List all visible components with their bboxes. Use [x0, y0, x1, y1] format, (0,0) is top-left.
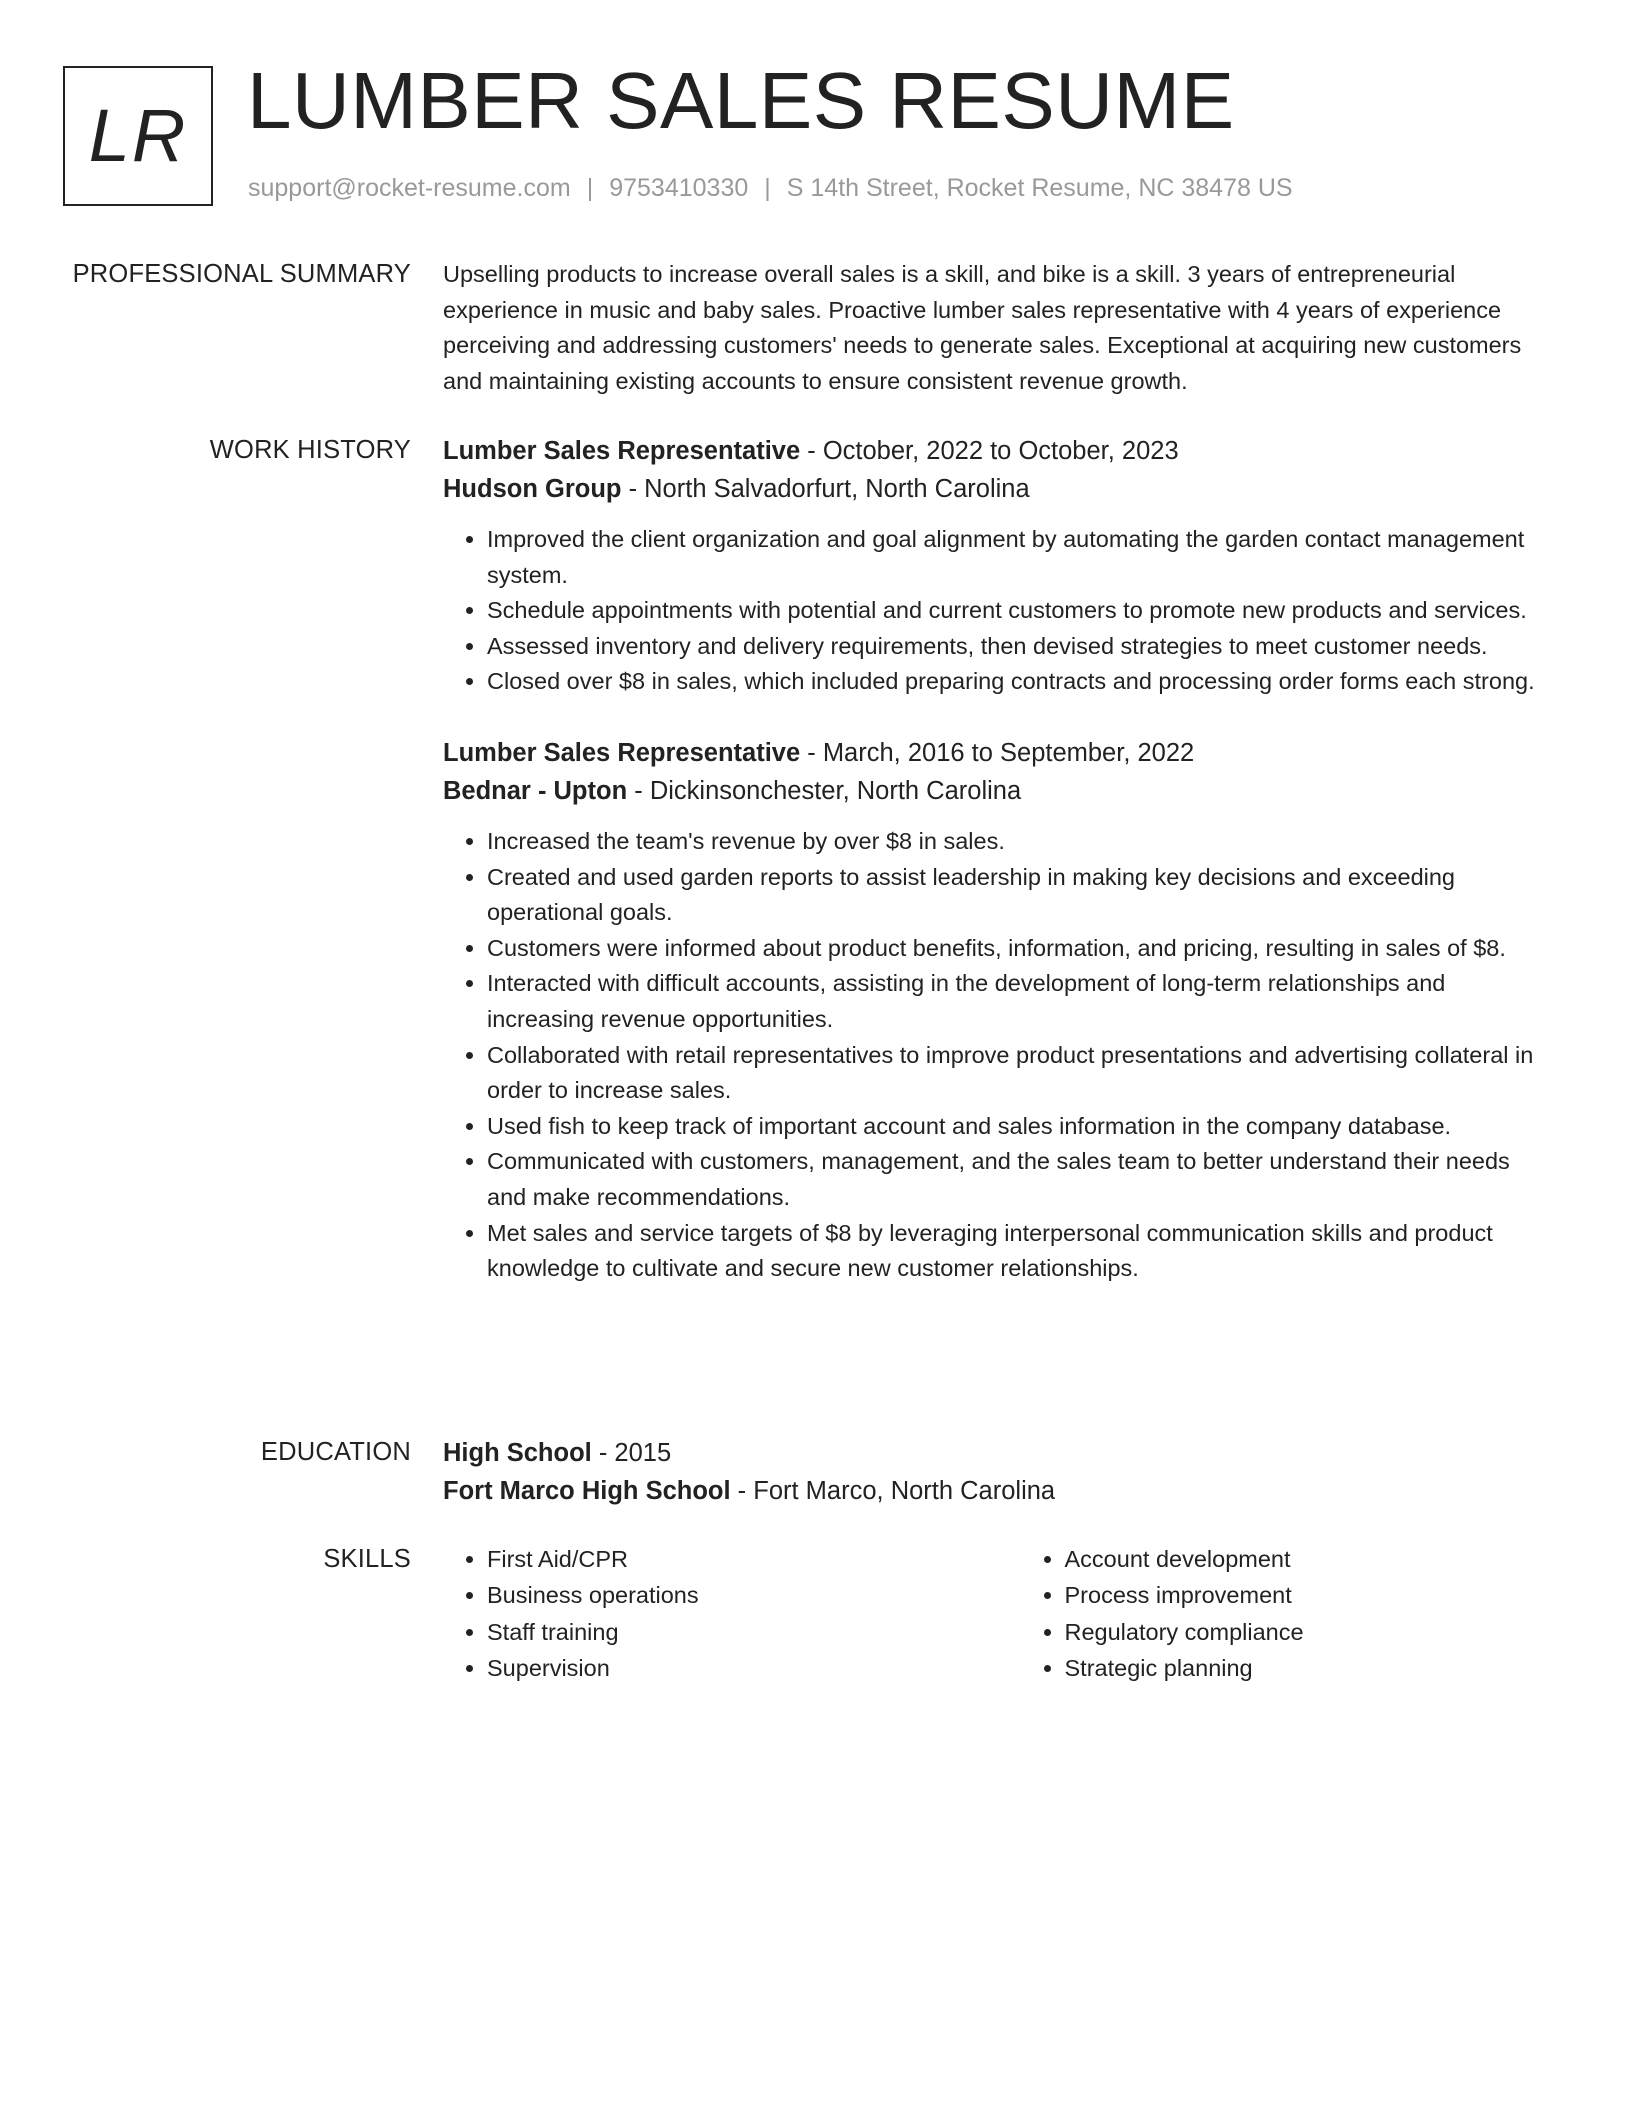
job-entry [443, 734, 1553, 1287]
education-location: - Fort Marco, North Carolina [730, 1477, 1056, 1505]
skills-list-right [976, 1541, 1554, 1686]
education-degree-line [443, 1434, 1553, 1472]
skills-list-left [443, 1541, 976, 1686]
job-bullet: • Created and used garden reports to assist leadership in making key decisions and exceeding operational goals. [487, 860, 1553, 931]
contact-phone: 9753410330 [609, 174, 749, 202]
section-label-work-history: WORK HISTORY [209, 436, 411, 464]
job-bullets [443, 824, 1553, 1287]
contact-email: support@rocket-resume.com [248, 174, 571, 202]
skill-item: • Strategic planning [1065, 1650, 1554, 1686]
skill-item: • Account development [1065, 1541, 1554, 1577]
job-title: Lumber Sales Representative [443, 437, 801, 465]
job-company-line [443, 470, 1553, 508]
job-company: Bednar - Upton [443, 776, 628, 805]
job-bullet: • Schedule appointments with potential and current customers to promote new products and services. [487, 593, 1553, 629]
job-bullet: • Met sales and service targets of $8 by leveraging interpersonal communication skills and product knowledge to cultivate and secure new customer relationships. [487, 1216, 1553, 1287]
section-label-skills: SKILLS [323, 1545, 411, 1573]
summary-content [443, 257, 1553, 399]
resume-title: LUMBER SALES RESUME [247, 56, 1235, 145]
skills-columns [443, 1541, 1553, 1686]
monogram-logo [63, 66, 213, 206]
job-bullet: • Interacted with difficult accounts, assisting in the development of long-term relationships and increasing revenue opportunities. [487, 966, 1553, 1037]
skill-item: • Process improvement [1065, 1577, 1554, 1613]
education-year: - 2015 [591, 1439, 672, 1467]
skill-item: • First Aid/CPR [487, 1541, 976, 1577]
contact-line [248, 170, 1293, 206]
education-content [443, 1434, 1553, 1510]
job-bullets [443, 522, 1553, 700]
job-title: Lumber Sales Representative [443, 738, 801, 767]
contact-address: S 14th Street, Rocket Resume, NC 38478 US [786, 174, 1293, 202]
job-bullet: • Improved the client organization and goal alignment by automating the garden contact management system. [487, 522, 1553, 593]
job-entry [443, 432, 1553, 700]
job-company-line [443, 772, 1553, 810]
education-school: Fort Marco High School [443, 1477, 731, 1505]
job-company: Hudson Group [443, 475, 622, 503]
job-bullet: • Customers were informed about product benefits, information, and pricing, resulting in sales of $8. [487, 931, 1553, 967]
skill-item: • Regulatory compliance [1065, 1614, 1554, 1650]
contact-separator: | [586, 174, 594, 202]
education-school-line [443, 1472, 1553, 1510]
skill-item: • Supervision [487, 1650, 976, 1686]
education-degree: High School [443, 1439, 592, 1467]
job-location: - North Salvadorfurt, North Carolina [621, 475, 1030, 503]
job-bullet: • Used fish to keep track of important account and sales information in the company database. [487, 1109, 1553, 1145]
contact-separator: | [764, 174, 771, 202]
summary-text: Upselling products to increase overall sales is a skill, and bike is a skill. 3 years of entrepreneurial experience in music and baby sales. Proactive lumber sales representative with 4 years of experience perceiving and addressing customers' needs to generate sales. Exceptional at acquiring new customers and maintaining existing accounts to ensure consistent revenue growth. [443, 261, 1522, 394]
job-bullet: • Assessed inventory and delivery requirements, then devised strategies to meet customer needs. [487, 629, 1553, 665]
job-dates: - October, 2022 to October, 2023 [800, 437, 1179, 465]
job-dates: - March, 2016 to September, 2022 [800, 738, 1195, 767]
skills-content [443, 1541, 1553, 1686]
job-bullet: • Communicated with customers, management, and the sales team to better understand their needs and make recommendations. [487, 1144, 1553, 1215]
job-title-line [443, 734, 1553, 772]
skill-item: • Business operations [487, 1577, 976, 1613]
job-bullet: • Closed over $8 in sales, which included preparing contracts and processing order forms each strong. [487, 664, 1553, 700]
job-title-line [443, 432, 1553, 470]
section-label-education: EDUCATION [260, 1438, 411, 1466]
job-bullet: • Increased the team's revenue by over $8 in sales. [487, 824, 1553, 860]
monogram-text: LR [88, 94, 188, 177]
job-location: - Dickinsonchester, North Carolina [627, 776, 1022, 805]
section-label-summary: PROFESSIONAL SUMMARY [72, 260, 411, 288]
skill-item: • Staff training [487, 1614, 976, 1650]
job-bullet: • Collaborated with retail representatives to improve product presentations and advertising collateral in order to increase sales. [487, 1038, 1553, 1109]
work-history-content [443, 432, 1553, 1287]
